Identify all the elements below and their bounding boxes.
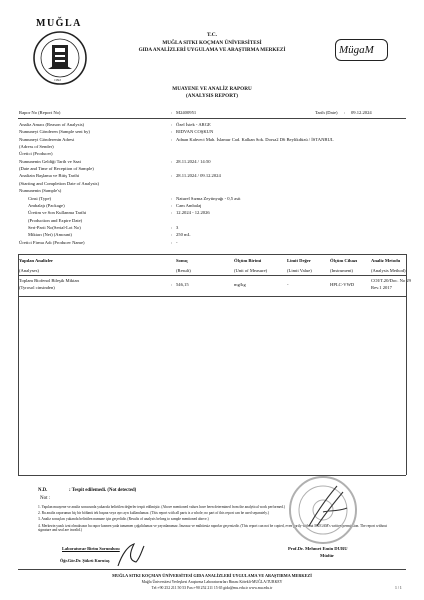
info-colon: : <box>171 173 173 179</box>
logo-year: 1992 <box>54 78 61 82</box>
info-value: RIDVAN COŞKUN <box>176 129 214 135</box>
note-item: 1. Yapılan muayene ve analiz sonucunda yukarıda belirtilen değerler tespit edilmiştir. (Above mentioned values have been determined from the analytical work performed.) <box>38 505 285 509</box>
column-header-en: (Analyses) <box>19 268 39 273</box>
info-label: Numunenin (Sample's) <box>19 188 62 194</box>
right-signature-mark <box>303 482 353 532</box>
info-label: Ambalajı (Package) <box>28 202 65 208</box>
info-label: (Production and Expire Date) <box>28 217 83 223</box>
university-name: MUĞLA SITKI KOÇMAN ÜNİVERSİTESİ <box>162 40 262 46</box>
info-value: 12.2024 - 12.2026 <box>176 210 210 216</box>
info-label: (Adress of Sender) <box>19 144 54 150</box>
divider-table-mid <box>18 275 406 276</box>
info-colon: : <box>171 136 173 142</box>
result-cell-instrument: HPLC-VWD <box>330 282 355 287</box>
mugam-logo-text: MügaM <box>339 44 374 56</box>
result-cell-limit: - <box>287 282 289 287</box>
nd-text: : Tespit edilemedi. (Not detected) <box>69 488 137 493</box>
info-label: Üretim ve Son Kullanma Tarihi <box>28 210 87 216</box>
column-header: Ölçüm Birimi <box>234 258 262 263</box>
footer-contact: Tel:+90 252 211 50 53 Fax:+90 252 211 15 65 gida@mu.edu.tr www.mu.edu.tr <box>151 586 273 590</box>
column-header: Limit Değer <box>287 258 311 263</box>
tc-label: T.C. <box>206 32 218 38</box>
info-colon: : <box>171 202 173 208</box>
result-cell-analysis-l1: Toplam Biofenol Bileşik Miktarı <box>19 278 80 283</box>
info-colon: : <box>171 129 173 135</box>
result-cell-unit: mg/kg <box>234 282 246 287</box>
column-header: Sonuç <box>176 258 189 263</box>
info-label: (Date and Time of Reception of Sample) <box>19 166 94 172</box>
info-label: Miktarı (Net) (Amount) <box>28 232 72 238</box>
divider-body <box>18 296 406 297</box>
right-signer-name: Prof.Dr. Mehmet Emin DURU <box>288 546 348 551</box>
footer-title: MUĞLA SITKI KOÇMAN ÜNİVERSİTESİ GIDA ANALİZLERİ UYGULAMA VE ARAŞTIRMA MERKEZİ <box>112 573 312 578</box>
footer-divider <box>18 569 406 570</box>
info-label: Numuneyi Gönderen (Sample sent by) <box>19 129 90 135</box>
vdivider-right <box>406 254 407 475</box>
info-colon: : <box>171 122 173 127</box>
left-signature-mark <box>110 540 150 570</box>
info-value: 3 <box>176 224 179 230</box>
info-label: Üretici Firma Adı (Producer Name) <box>19 239 85 245</box>
report-no-value: M2400951 <box>176 110 197 115</box>
left-signer-name: Öğr.Gör.Dr. Şükrü Kurutaş <box>60 558 110 563</box>
info-colon: : <box>171 239 173 245</box>
report-no-colon: : <box>171 110 173 115</box>
column-header-en: (Analysis Method) <box>371 268 406 273</box>
result-cell-result: 546,15 <box>176 282 189 287</box>
column-header: Yapılan Analizler <box>19 258 54 263</box>
divider-table-top <box>18 254 406 255</box>
info-label: Numunenin Geldiği Tarih ve Saat <box>19 158 81 164</box>
column-header: Ölçüm Cihazı <box>330 258 358 263</box>
column-header-en: (Limit Value) <box>287 268 312 273</box>
info-value: - <box>176 239 178 245</box>
info-label: Analiz Amacı (Reason of Analysis) <box>19 122 85 127</box>
info-value: Adnan Kahveci Mah. İslamur Cad. Kalkan Sok. Dorsa2 D6 Beylikdüzü / İSTANBUL <box>176 136 334 142</box>
mugam-logo <box>335 39 388 61</box>
info-colon: : <box>171 158 173 164</box>
nd-abbr: N.D. <box>38 488 48 493</box>
info-colon: : <box>171 224 173 230</box>
date-label: Tarih (Date) <box>315 110 338 115</box>
column-header-en: (Unit of Measure) <box>234 268 268 273</box>
page-number: 1 / 1 <box>395 586 402 590</box>
info-colon: : <box>171 210 173 216</box>
note-item: 3. Analiz sonuçları yukarıda belirtilen numune için geçerlidir. (Results of analysis belong to sample mentioned above.) <box>38 517 209 522</box>
date-colon: : <box>344 110 346 115</box>
info-label: Üretici (Producer) <box>19 151 53 157</box>
info-label: Seri-Parti No(Serial-Lot No) <box>28 224 81 230</box>
logo-title: MUĞLA <box>36 18 82 29</box>
info-value: 250 mL <box>176 232 191 238</box>
info-label: Cinsi (Type) <box>28 195 52 201</box>
info-label: (Starting and Completion Date of Analysis) <box>19 180 99 186</box>
info-colon: : <box>171 195 173 201</box>
result-cell-analysis-l2: (Tyrosol cinsinden) <box>19 285 55 290</box>
result-cell-method-l1: COI/T.20/Doc. No 29 <box>371 278 411 283</box>
divider-top <box>18 118 406 119</box>
right-signer-title: Müdür <box>320 553 335 558</box>
university-logo <box>28 18 92 88</box>
info-value: Cam Ambalaj <box>176 202 202 208</box>
info-label: Analizin Başlama ve Bitiş Tarihi <box>19 173 80 179</box>
vdivider-left <box>18 254 19 475</box>
column-header-en: (Instrument) <box>330 268 353 273</box>
info-value: Naturel Sızma Zeytinyağı - 0,5 asit <box>176 195 241 201</box>
date-value: 09.12.2024 <box>351 110 372 115</box>
report-no-label: Rapor No (Report No) <box>19 110 61 115</box>
footer-address: Muğla Üniversitesi Yerleşkesi Araştırma Laboratuvarları Binası Kötekli-MUĞLA/TURKEY <box>141 580 283 584</box>
report-title: MUAYENE VE ANALİZ RAPORU <box>172 86 252 92</box>
notes-title: Not : <box>40 496 51 501</box>
info-value: 28.11.2024 / 09.12.2024 <box>176 173 221 179</box>
center-name: GIDA ANALİZLERİ UYGULAMA VE ARAŞTIRMA MERKEZİ <box>138 47 286 53</box>
result-cell-method-l2: Rev.1 2017 <box>371 285 392 290</box>
note-item: 4. Merkezin yazılı izni olmaksızın bu rapor kısmen yada tamamen çoğaltılamaz ve yayınlanamaz. İmzasız ve mühürsüz raporlar geçersizdir. (This report can not be copied, even partly without MUGAM's written permission. The report without signature and seal are invalid.) <box>38 523 387 532</box>
column-header-en: (Result) <box>176 268 191 273</box>
left-signer-title: Laboratuvar Birim Sorumlusu <box>62 546 120 551</box>
info-label: Numuneyi Gönderenin Adresi <box>19 136 75 142</box>
info-value: Özel İstek - ARGE <box>176 122 211 127</box>
note-item: 2. Bu analiz raporunun hiç bir bölümü tek başına veya ayrı ayrı kullanılamaz. (This report with all parts is a whole; no part of this report can be used separately.) <box>38 511 269 516</box>
info-value: 28.11.2024 / 14:50 <box>176 158 211 164</box>
report-subtitle: (ANALYSIS REPORT) <box>186 93 238 99</box>
info-colon: : <box>171 232 173 238</box>
result-colon: : <box>171 282 173 287</box>
column-header: Analiz Metodu <box>371 258 401 263</box>
